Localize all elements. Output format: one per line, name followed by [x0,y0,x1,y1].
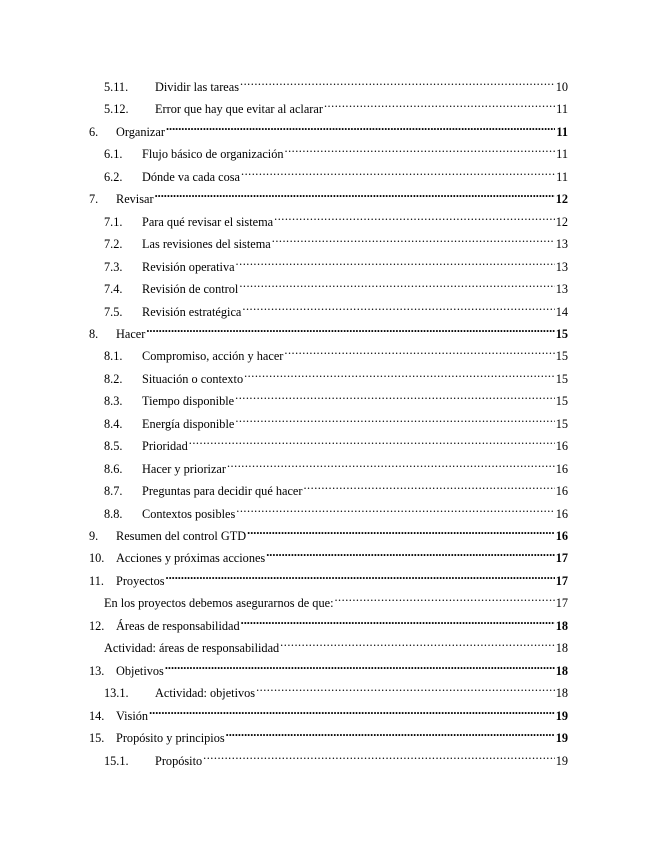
toc-entry-title: Dónde va cada cosa [142,169,240,184]
toc-entry-page-number: 19 [555,731,568,746]
dot-leader [256,677,555,697]
dot-leader [274,206,555,226]
toc-entry-page-number: 13 [555,237,568,252]
toc-entry-page-number: 11 [556,124,568,139]
dot-leader [241,161,555,181]
dot-leader [241,610,555,630]
toc-entry-page-number: 15 [555,326,568,341]
toc-entry-number: 7.5. [104,304,123,319]
toc-entry[interactable] [89,610,568,633]
toc-entry-title: Áreas de responsabilidad [116,618,240,633]
toc-entry-page-number: 13 [555,259,568,274]
toc-entry-number: 12. [89,618,105,633]
toc-entry-page-number: 16 [555,439,568,454]
toc-entry[interactable] [104,228,568,252]
toc-entry-title: Revisión estratégica [142,304,242,319]
toc-entry-page-number: 19 [555,753,568,768]
toc-entry[interactable] [89,542,568,566]
toc-entry-title: Preguntas para decidir qué hacer [142,484,303,499]
toc-entry-number: 5.11. [104,80,129,94]
toc-entry-title: Resumen del control GTD [116,529,247,543]
toc-entry-number: 6.2. [104,169,123,184]
dot-leader [235,408,554,428]
toc-entry[interactable] [89,565,568,588]
toc-entry-title: Organizar [116,124,165,139]
toc-entry-title: Situación o contexto [142,371,244,386]
toc-entry-number: 6.1. [104,147,123,162]
toc-entry-page-number: 11 [556,147,568,162]
toc-entry-title: Actividad: objetivos [155,686,256,701]
toc-entry-title: Flujo básico de organización [142,147,284,162]
toc-entry-number: 8.6. [104,461,123,476]
toc-entry-title: Revisión operativa [142,259,235,274]
toc-entry-page-number: 15 [555,349,568,364]
toc-entry-page-number: 12 [555,214,568,229]
toc-entry-number: 7. [89,192,99,207]
toc-entry-title: Propósito [155,753,203,768]
toc-entry-page-number: 16 [555,506,568,521]
toc-entry-title: Visión [116,708,149,723]
toc-entry-page-number: 15 [555,416,568,431]
toc-entry-page-number: 18 [555,641,568,656]
toc-entry[interactable] [104,273,568,297]
toc-entry-title: Proyectos [116,573,165,588]
toc-entry[interactable] [89,318,568,341]
toc-entry[interactable] [104,161,568,184]
dot-leader [272,228,555,248]
dot-leader [324,93,555,113]
toc-entry-number: 8.8. [104,506,123,521]
toc-entry-page-number: 17 [555,551,568,566]
toc-entry[interactable] [89,520,568,543]
toc-entry[interactable] [104,385,568,409]
dot-leader [235,385,555,405]
toc-entry-page-number: 14 [555,304,568,319]
dot-leader [236,498,554,518]
toc-entry-title: Para qué revisar el sistema [142,214,274,229]
toc-entry-page-number: 19 [555,708,568,723]
toc-entry-page-number: 17 [555,573,568,588]
toc-entry[interactable] [104,745,568,768]
toc-entry-page-number: 16 [555,461,568,476]
dot-leader [203,745,555,765]
toc-entry[interactable] [89,655,568,678]
toc-entry-number: 7.1. [104,214,123,229]
toc-entry-title: Error que hay que evitar al aclarar [155,102,323,117]
toc-entry-number: 11. [89,573,104,588]
dot-leader [247,520,555,540]
toc-entry-page-number: 11 [556,102,568,117]
toc-entry[interactable] [104,296,568,319]
toc-entry-number: 8.4. [104,416,123,431]
toc-entry[interactable] [89,116,568,139]
toc-entry-number: 13. [89,663,105,678]
toc-entry[interactable] [89,700,568,723]
toc-entry-number: 5.12. [104,102,129,117]
toc-entry-number: 6. [89,124,99,139]
dot-leader [149,700,555,720]
toc-entry-title: Hacer y priorizar [142,461,226,476]
toc-entry-title: Actividad: áreas de responsabilidad [104,641,280,656]
dot-leader [240,71,555,91]
toc-entry-number: 8. [89,326,99,341]
dot-leader [226,722,555,742]
toc-entry[interactable] [104,498,568,521]
dot-leader [266,542,554,562]
toc-entry-number: 9. [89,529,99,543]
toc-entry-title: Energía disponible [142,416,235,431]
dot-leader [189,430,555,450]
toc-entry[interactable] [89,183,568,207]
toc-entry[interactable] [104,453,568,476]
toc-entry[interactable] [104,408,568,431]
toc-entry-page-number: 13 [555,282,568,297]
dot-leader [284,340,554,360]
dot-leader [334,587,554,607]
toc-entry-title: Revisar [116,192,154,207]
toc-entry-number: 10. [89,551,105,566]
toc-entry-title: En los proyectos debemos asegurarnos de que: [104,596,334,611]
toc-entry-page-number: 15 [555,371,568,386]
toc-entry-title: Hacer [116,326,146,341]
toc-entry-number: 13.1. [104,686,129,701]
dot-leader [227,453,555,473]
toc-entry-number: 7.4. [104,282,123,297]
toc-entry[interactable] [104,138,568,162]
toc-entry[interactable] [104,587,568,611]
toc-entry-page-number: 16 [555,484,568,499]
toc-entry-number: 15.1. [104,753,129,768]
toc-entry-title: Acciones y próximas acciones [116,551,266,566]
dot-leader [239,273,554,293]
toc-entry[interactable] [89,722,568,746]
toc-entry-number: 8.5. [104,439,123,454]
dot-leader [146,318,554,338]
toc-entry-number: 8.7. [104,484,123,499]
dot-leader [285,138,556,158]
toc-entry[interactable] [104,475,568,499]
toc-entry[interactable] [104,632,568,656]
toc-entry-number: 7.2. [104,237,123,252]
toc-entry-title: Revisión de control [142,282,239,297]
toc-entry-title: Las revisiones del sistema [142,237,271,252]
toc-entry-title: Compromiso, acción y hacer [142,349,284,364]
toc-entry-number: 8.2. [104,371,123,386]
toc-entry-number: 8.1. [104,349,123,364]
toc-entry[interactable] [104,430,568,454]
toc-entry-page-number: 16 [555,529,568,543]
toc-entry-number: 8.3. [104,394,123,409]
toc-entry-title: Contextos posibles [142,506,236,521]
toc-entry-page-number: 12 [555,192,568,207]
dot-leader [303,475,554,495]
toc-entry-number: 15. [89,731,105,746]
dot-leader [236,251,555,271]
toc-entry-title: Dividir las tareas [155,80,240,94]
toc-entry[interactable] [104,206,568,229]
toc-entry-number: 14. [89,708,105,723]
toc-entry-number: 7.3. [104,259,123,274]
dot-leader [244,363,555,383]
toc-entry-title: Prioridad [142,439,188,454]
toc-entry-page-number: 15 [555,394,568,409]
toc-entry-page-number: 11 [556,169,568,184]
toc-entry[interactable] [104,93,568,117]
dot-leader [155,183,555,203]
toc-entry-page-number: 18 [555,686,568,701]
toc-entry[interactable] [104,340,568,364]
dot-leader [166,565,555,585]
toc-entry-title: Propósito y principios [116,731,225,746]
dot-leader [165,655,555,675]
toc-entry-page-number: 18 [555,618,568,633]
dot-leader [280,632,555,652]
toc-entry[interactable] [104,71,568,94]
toc-entry[interactable] [104,363,568,386]
dot-leader [242,296,554,316]
toc-entry-page-number: 17 [555,596,568,611]
dot-leader [166,116,555,136]
toc-entry-title: Tiempo disponible [142,394,235,409]
toc-entry[interactable] [104,677,568,701]
toc-entry-title: Objetivos [116,663,164,678]
toc-entry-page-number: 10 [555,80,568,94]
toc-entry[interactable] [104,251,568,274]
toc-entry-page-number: 18 [555,663,568,678]
